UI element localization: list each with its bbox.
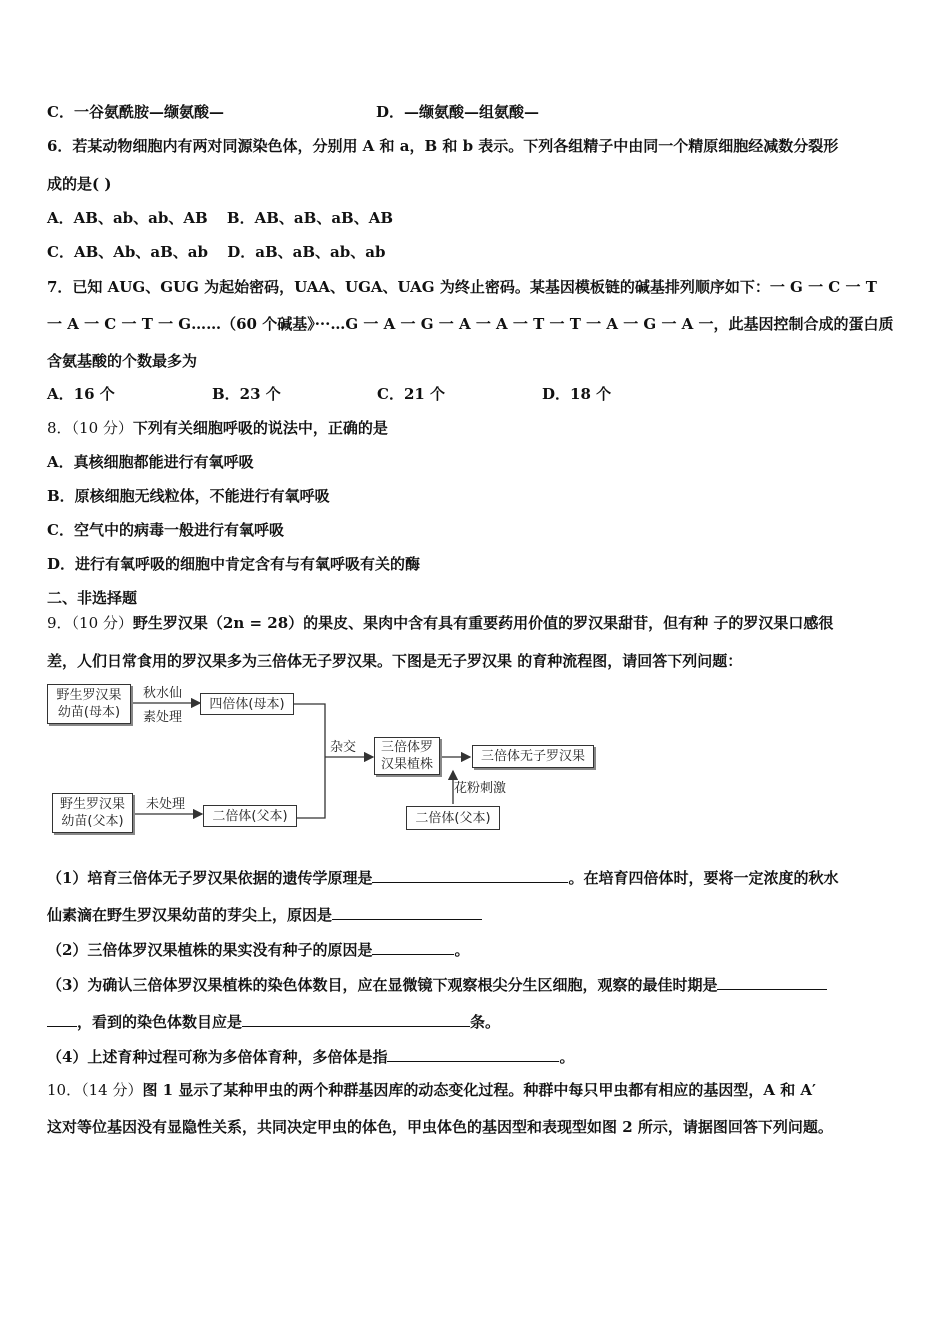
q8-option-b: B．原核细胞无线粒体，不能进行有氧呼吸 bbox=[47, 487, 330, 505]
q9-sub2-b: 。 bbox=[454, 941, 470, 959]
q10-number: 10． bbox=[47, 1081, 82, 1099]
triploid-line-1: 三倍体罗 bbox=[380, 740, 433, 755]
q9-sub3-a: （3）为确认三倍体罗汉果植株的染色体数目，应在显微镜下观察根尖分生区细胞，观察的最佳时期是 bbox=[47, 976, 718, 994]
q7-stem-line-2: 一 A 一 C 一 T 一 G……（60 个碱基》···…G 一 A 一 G 一 A 一 A 一 T 一 T 一 A 一 G 一 A 一，此基因控制合成的蛋白质 bbox=[47, 315, 894, 333]
q10-stem-text-1: 图 1 显示了某种甲虫的两个种群基因库的动态变化过程。种群中每只甲虫都有相应的基因型，A 和 A′ bbox=[142, 1081, 817, 1099]
q8-option-c: C．空气中的病毒一般进行有氧呼吸 bbox=[47, 521, 284, 539]
label-pollen-stimulation: 花粉刺激 bbox=[454, 781, 507, 796]
box-seedless-triploid: 三倍体无子罗汉果 bbox=[472, 745, 594, 768]
q6-option-c: C．AB、Ab、aB、ab bbox=[47, 243, 208, 261]
box-wild-father-seedling bbox=[52, 793, 133, 833]
q7-stem-line-1: 7．已知 AUG、GUG 为起始密码，UAA、UGA、UAG 为终止密码。某基因模板链的碱基排列顺序如下：一 G 一 C 一 T bbox=[47, 278, 877, 296]
cross-bracket bbox=[294, 704, 325, 818]
box-triploid-plant bbox=[374, 737, 440, 775]
q9-sub1-line-2 bbox=[47, 905, 482, 925]
q8-stem-text: 下列有关细胞呼吸的说法中，正确的是 bbox=[132, 419, 388, 437]
q9-sub1-b: 。在培育四倍体时，要将一定浓度的秋水 bbox=[568, 869, 839, 887]
q9-score: （10 分） bbox=[71, 614, 133, 632]
q9-sub1-answer-blank-2[interactable] bbox=[332, 905, 482, 920]
wild-mother-line-1: 野生罗汉果 bbox=[56, 688, 122, 703]
q9-sub1-answer-blank-1[interactable] bbox=[372, 868, 568, 883]
q9-sub1-a: （1）培育三倍体无子罗汉果依据的遗传学原理是 bbox=[47, 869, 373, 887]
q9-sub1-line-1 bbox=[47, 868, 838, 888]
q9-sub3-answer-blank-1b[interactable] bbox=[47, 1012, 77, 1027]
q9-sub2-a: （2）三倍体罗汉果植株的果实没有种子的原因是 bbox=[47, 941, 373, 959]
q9-sub3-b: ，看到的染色体数目应是 bbox=[77, 1013, 243, 1031]
wild-father-line-1: 野生罗汉果 bbox=[59, 797, 125, 812]
q9-stem-text-1: 野生罗汉果（2n = 28）的果皮、果肉中含有具有重要药用价值的罗汉果甜苷，但有种 子的罗汉果口感很 bbox=[132, 614, 834, 632]
q7-stem-line-3: 含氨基酸的个数最多为 bbox=[47, 352, 198, 370]
q9-sub3-line-1 bbox=[47, 975, 827, 995]
triploid-line-2: 汉果植株 bbox=[380, 757, 433, 772]
q6-option-a: A．AB、ab、ab、AB bbox=[47, 209, 208, 227]
q9-sub3-answer-blank-2[interactable] bbox=[242, 1012, 470, 1027]
q6-option-b: B．AB、aB、aB、AB bbox=[226, 209, 394, 227]
label-cross: 杂交 bbox=[330, 740, 357, 755]
box-diploid-father: 二倍体(父本) bbox=[203, 805, 297, 827]
q8-option-a: A．真核细胞都能进行有氧呼吸 bbox=[47, 453, 254, 471]
q9-sub3-c: 条。 bbox=[470, 1013, 501, 1031]
q7-option-d: D．18 个 bbox=[542, 385, 612, 403]
q9-sub3-line-2 bbox=[47, 1012, 500, 1032]
wild-father-line-2: 幼苗(父本) bbox=[61, 814, 124, 829]
q9-sub4-answer-blank[interactable] bbox=[387, 1047, 559, 1062]
q8-score: （10 分） bbox=[71, 419, 133, 437]
q9-sub2-answer-blank[interactable] bbox=[372, 940, 454, 955]
q9-sub1-c: 仙素滴在野生罗汉果幼苗的芽尖上，原因是 bbox=[47, 906, 333, 924]
q10-stem-line-1 bbox=[47, 1080, 816, 1100]
q9-sub2 bbox=[47, 940, 469, 960]
box-wild-mother-seedling bbox=[47, 684, 131, 724]
q9-number: 9． bbox=[47, 614, 72, 632]
box-tetraploid-mother: 四倍体(母本) bbox=[200, 693, 294, 715]
q9-sub4-b: 。 bbox=[559, 1048, 575, 1066]
label-colchicine-1: 秋水仙 bbox=[143, 686, 183, 701]
q9-stem-line-2: 差，人们日常食用的罗汉果多为三倍体无子罗汉果。下图是无子罗汉果 的育种流程图，请回答下列问题： bbox=[47, 652, 743, 670]
q6-stem-line-2: 成的是( ) bbox=[47, 175, 112, 193]
q7-option-b: B．23 个 bbox=[212, 385, 281, 403]
q5-option-c: C．一谷氨酰胺—缬氨酸— bbox=[47, 103, 224, 121]
q7-option-c: C．21 个 bbox=[377, 385, 446, 403]
label-colchicine-2: 素处理 bbox=[143, 710, 183, 725]
q9-sub3-answer-blank-1a[interactable] bbox=[717, 975, 827, 990]
q6-stem-1: 6．若某动物细胞内有两对同源染色体，分别用 A 和 a，B 和 b 表示。下列各组精子中由同一个精原细胞经减数分裂形 bbox=[47, 137, 839, 155]
q5-option-d: D．—缬氨酸—组氨酸— bbox=[376, 103, 540, 121]
q8-option-d: D．进行有氧呼吸的细胞中肯定含有与有氧呼吸有关的酶 bbox=[47, 555, 421, 573]
section-2-heading: 二、非选择题 bbox=[47, 589, 138, 607]
q7-option-a: A．16 个 bbox=[47, 385, 115, 403]
q10-score: （14 分） bbox=[81, 1081, 143, 1099]
wild-mother-line-2: 幼苗(母本) bbox=[57, 705, 121, 720]
q9-sub4-a: （4）上述育种过程可称为多倍体育种，多倍体是指 bbox=[47, 1048, 388, 1066]
q6-option-d: D．aB、aB、ab、ab bbox=[227, 243, 386, 261]
q10-stem-line-2: 这对等位基因没有显隐性关系，共同决定甲虫的体色，甲虫体色的基因型和表现型如图 2 所示，请据图回答下列问题。 bbox=[47, 1118, 833, 1136]
label-untreated: 未处理 bbox=[146, 797, 186, 812]
q8-number: 8． bbox=[47, 419, 72, 437]
box-diploid-father-2: 二倍体(父本) bbox=[406, 806, 500, 830]
q9-sub4 bbox=[47, 1047, 574, 1067]
